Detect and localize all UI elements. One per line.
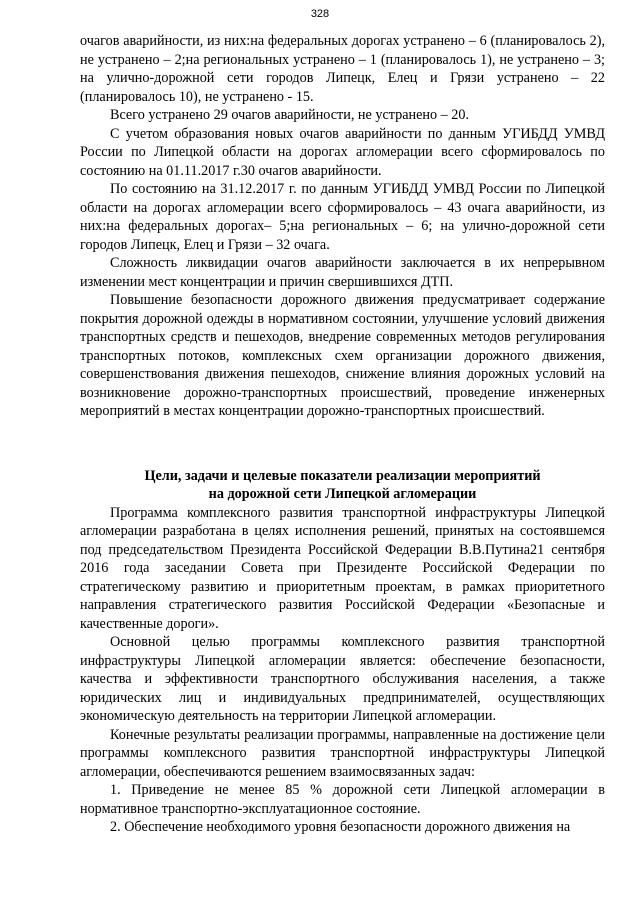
paragraph-difficulty: Сложность ликвидации очагов аварийности заключается в их непрерывном изменении мест концентрации и причин свершившихся ДТП. [80, 255, 605, 290]
paragraph-program-purpose: Программа комплексного развития транспортной инфраструктуры Липецкой агломерации разработана в целях исполнения решений, принятых на состоявшемся под председательством Президента Российской Федерации В.В.Путина21 сентября 2016 года заседании Совета при Президенте Российской Федерации по стратегическому развитию и приоритетным проектам, в рамках приоритетного направления стратегического развития Российской Федерации «Безопасные и качественные дороги». [80, 504, 605, 632]
paragraph-task-2: 2. Обеспечение необходимого уровня безопасности дорожного движения на [110, 819, 571, 835]
page-content [80, 32, 605, 837]
paragraph-new-hotspots: С учетом образования новых очагов аварийности по данным УГИБДД УМВД России по Липецкой области на дорогах агломерации всего сформировалось по состоянию на 01.11.2017 г.30 очагов аварийности. [80, 125, 605, 179]
section-heading-line-2: на дорожной сети Липецкой агломерации [208, 486, 477, 502]
paragraph-task-1: 1. Приведение не менее 85 % дорожной сети Липецкой агломерации в нормативное транспортно-эксплуатационное состояние. [80, 782, 605, 817]
page-number: 328 [310, 8, 330, 20]
section-heading [80, 467, 605, 504]
paragraph-final-results: Конечные результаты реализации программы, направленные на достижение цели программы комплексного развития транспортной инфраструктуры Липецкой агломерации, обеспечиваются решением взаимосвязанных задач: [80, 726, 605, 780]
paragraph-status-2017: По состоянию на 31.12.2017 г. по данным УГИБДД УМВД России по Липецкой области на дорогах агломерации всего сформировалось – 43 очага аварийности, из них:на федеральных дорогах– 5;на региональных – 6; на улично-дорожной сети городов Липецк, Елец и Грязи – 32 очага. [80, 181, 605, 253]
paragraph-safety-improvement: Повышение безопасности дорожного движения предусматривает содержание покрытия дорожной одежды в нормативном состоянии, улучшение условий движения транспортных средств и пешеходов, внедрение современных методов регулирования транспортных потоков, комплексных схем организации дорожного движения, совершенствования движения пешеходов, снижение влияния дорожных условий на возникновение дорожно-транспортных происшествий, проведение инженерных мероприятий в местах концентрации дорожно-транспортных происшествий. [80, 292, 605, 419]
paragraph-continuation: очагов аварийности, из них:на федеральных дорогах устранено – 6 (планировалось 2), не устранено – 2;на региональных устранено – 1 (планировалось 1), не устранено – 3; на улично-дорожной сети городов Липецк, Елец и Грязи устранено – 22 (планировалось 10), не устранено - 15. [80, 33, 605, 105]
paragraph-main-goal: Основной целью программы комплексного развития транспортной инфраструктуры Липецкой агломерации является: обеспечение безопасности, качества и эффективности транспортного обслуживания населения, а также юридических лиц и индивидуальных предпринимателей, осуществляющих экономическую деятельность на территории Липецкой агломерации. [80, 634, 605, 724]
section-heading-line-1: Цели, задачи и целевые показатели реализации мероприятий [144, 467, 541, 484]
paragraph-total-eliminated: Всего устранено 29 очагов аварийности, не устранено – 20. [110, 107, 470, 123]
